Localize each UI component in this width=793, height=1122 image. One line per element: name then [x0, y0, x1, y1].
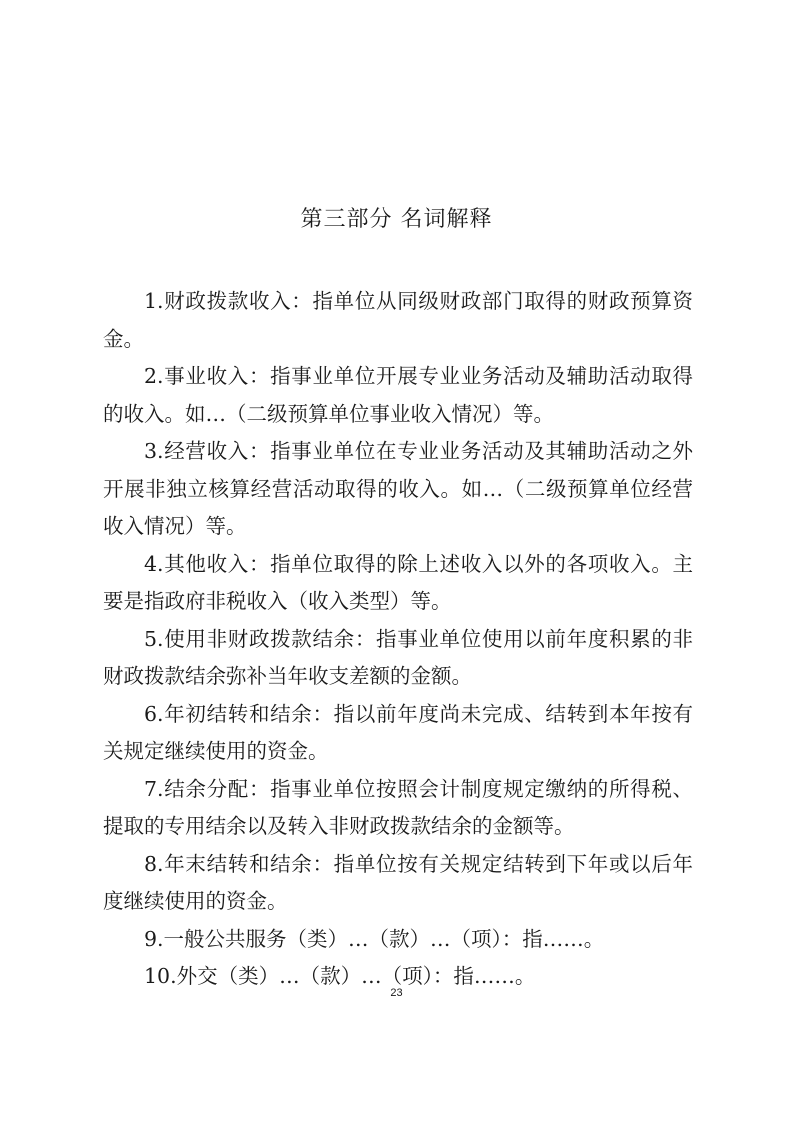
page-number: 23 — [390, 987, 403, 999]
definition-item: 7.结余分配：指事业单位按照会计制度规定缴纳的所得税、提取的专用结余以及转入非财政拨款结余的金额等。 — [103, 776, 693, 838]
definition-item: 8.年末结转和结余：指单位按有关规定结转到下年或以后年度继续使用的资金。 — [103, 851, 693, 913]
definition-item: 1.财政拨款收入：指单位从同级财政部门取得的财政预算资金。 — [103, 289, 693, 351]
definition-item: 5.使用非财政拨款结余：指事业单位使用以前年度积累的非财政拨款结余弥补当年收支差额的金额。 — [103, 626, 693, 688]
definition-item: 6.年初结转和结余：指以前年度尚未完成、结转到本年按有关规定继续使用的资金。 — [103, 701, 693, 763]
definition-item: 4.其他收入：指单位取得的除上述收入以外的各项收入。主要是指政府非税收入（收入类型）等。 — [103, 551, 693, 613]
definition-item: 10.外交（类）…（款）…（项）：指……。 — [144, 964, 536, 988]
definition-item: 3.经营收入：指事业单位在专业业务活动及其辅助活动之外开展非独立核算经营活动取得的收入。如…（二级预算单位经营收入情况）等。 — [103, 439, 693, 538]
definitions-body — [103, 283, 693, 996]
definition-item: 2.事业收入：指事业单位开展专业业务活动及辅助活动取得的收入。如…（二级预算单位事业收入情况）等。 — [103, 364, 693, 426]
section-title: 第三部分 名词解释 — [300, 207, 493, 232]
definition-item: 9.一般公共服务（类）…（款）…（项）：指……。 — [144, 926, 605, 951]
